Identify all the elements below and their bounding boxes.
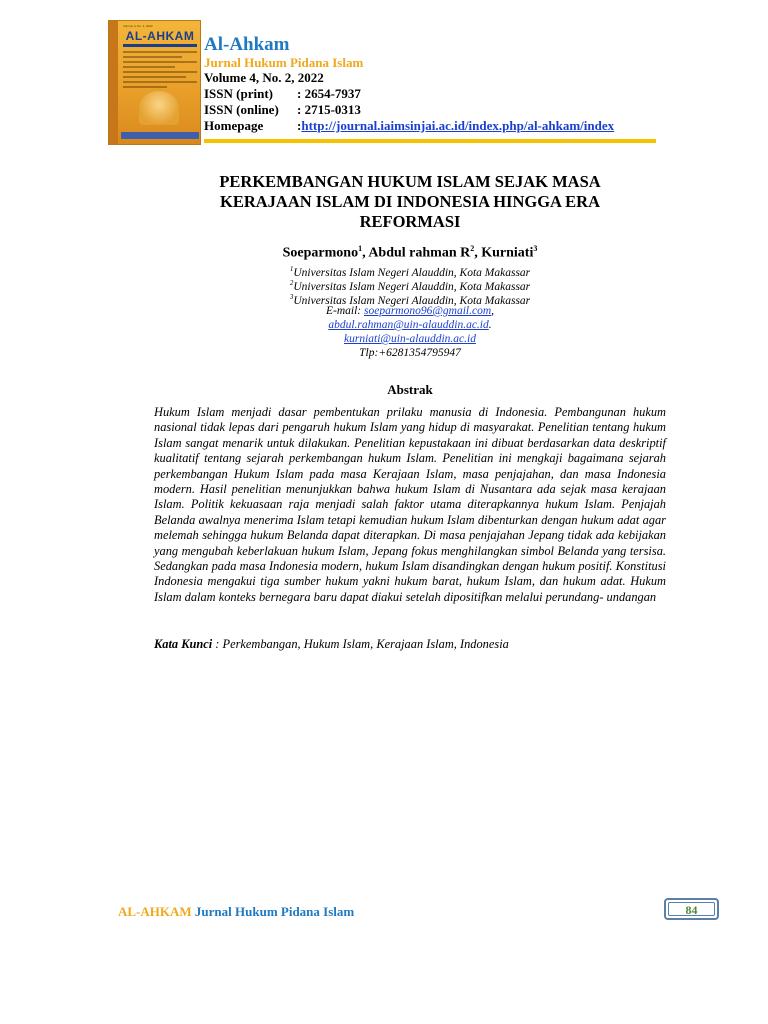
journal-cover-image [108, 20, 201, 145]
homepage-label: Homepage [204, 118, 264, 133]
author-sup: 3 [533, 244, 538, 253]
issn-online-label: ISSN (online) [204, 102, 279, 117]
email-link[interactable]: abdul.rahman@uin-alauddin.ac.id [328, 319, 489, 331]
author-name: Kurniati [481, 245, 534, 261]
footer-journal [118, 904, 354, 920]
email-link[interactable]: kurniati@uin-alauddin.ac.id [344, 333, 476, 345]
volume-info: Volume 4, No. 2, 2022 [204, 70, 324, 85]
affiliation-text: Universitas Islam Negeri Alauddin, Kota Makassar [293, 280, 531, 293]
issn-print [204, 86, 361, 102]
journal-subtitle: Jurnal Hukum Pidana Islam [204, 55, 364, 70]
email-label: E-mail: [325, 305, 364, 317]
author-sup: 1 [358, 244, 363, 253]
title-line: KERAJAAN ISLAM DI INDONESIA HINGGA ERA [219, 192, 600, 211]
email-line [180, 318, 640, 332]
page-number: 84 [668, 902, 715, 916]
title-line: PERKEMBANGAN HUKUM ISLAM SEJAK MASA [219, 172, 601, 191]
title-line: REFORMASI [359, 212, 461, 231]
cover-masthead: AL-AHKAM [125, 29, 195, 43]
cover-topline: Volume 4, No. 2, 2022 [123, 24, 153, 28]
article-title [180, 172, 640, 232]
author-sup: 2 [470, 244, 475, 253]
keywords-text: : Perkembangan, Hukum Islam, Kerajaan Islam, Indonesia [212, 637, 509, 651]
email-link[interactable]: soeparmono96@gmail.com [363, 305, 492, 317]
phone-number: Tlp:+6281354795947 [359, 347, 461, 359]
header-divider [204, 139, 656, 143]
keywords [154, 637, 666, 652]
cover-band [123, 44, 197, 47]
author-list [180, 244, 640, 262]
email-line [180, 304, 640, 318]
cover-spine [109, 21, 118, 144]
abstract-heading: Abstrak [387, 382, 433, 397]
issn-print-value: : 2654-7937 [297, 86, 361, 101]
author-name: Abdul rahman R [368, 245, 471, 261]
affiliation-sup: 1 [289, 265, 294, 273]
page-number-box [664, 898, 719, 920]
cover-text-lines [123, 51, 197, 91]
author-separator: , [362, 245, 369, 261]
homepage [204, 118, 614, 134]
journal-name: Al-Ahkam [204, 34, 290, 55]
issn-print-label: ISSN (print) [204, 86, 273, 101]
author-name: Soeparmono [282, 245, 359, 261]
footer-acronym: AL-AHKAM [118, 904, 192, 919]
homepage-colon: : [297, 118, 302, 133]
keywords-label: Kata Kunci [154, 637, 213, 651]
email-line [180, 332, 640, 346]
scale-of-justice-icon [139, 91, 179, 125]
email-suffix: , [491, 305, 495, 317]
affiliation-sup: 2 [289, 279, 294, 287]
issn-online [204, 102, 361, 118]
author-separator: , [474, 245, 482, 261]
issn-online-value: : 2715-0313 [297, 102, 361, 117]
email-suffix: . [488, 319, 492, 331]
affiliation-text: Universitas Islam Negeri Alauddin, Kota Makassar [293, 294, 531, 307]
footer-subtitle: Jurnal Hukum Pidana Islam [191, 904, 355, 919]
cover-publisher-band [121, 132, 199, 139]
affiliation-text: Universitas Islam Negeri Alauddin, Kota Makassar [293, 266, 531, 279]
homepage-link[interactable]: http://journal.iaimsinjai.ac.id/index.php/al-ahkam/index [301, 118, 615, 133]
abstract-text: Hukum Islam menjadi dasar pembentukan prilaku manusia di Indonesia. Pembangunan hukum nasional tidak lepas dari pengaruh hukum Islam yang hidup di masyarakat. Penelitian tentang hukum Islam sangat menarik untuk dilakukan. Penelitian kepustakaan ini dibuat berdasarkan data deskriptif kualitatif tentang sejarah perkembangan hukum Islam. Penelitian ini mengkaji bagaimana sejarah perkembangan Hukum Islam pada masa Kerajaan Islam, masa penjajahan, dan masa Indonesia modern. Hasil penelitian menunjukkan bahwa hukum Islam di Nusantara ada sejak masa kerajaan Islam. Politik kekuasaan raja menjadi salah faktor utama diterapkannya hukum Islam. Penjajah Belanda awalnya menerima Islam tetapi kemudian hukum Islam dibenturkan dengan hukum adat agar melemah sehingga hukum Belanda dapat diterapkan. Di masa penjajahan Jepang tidak ada kebijakan yang mengubah keberlakuan hukum Islam, Jepang fokus menghilangkan simbol Belanda yang tersisa. Sedangkan pada masa Indonesia modern, hukum Islam disandingkan dengan hukum positif. Konstitusi Indonesia mengakui tiga sumber hukum yakni hukum barat, hukum Islam, dan hukum adat. Hukum Islam dalam konteks bernegara baru dapat diakui setelah dipositifkan melalui perundang- undangan [154, 405, 666, 604]
affiliation-sup: 3 [289, 293, 294, 301]
